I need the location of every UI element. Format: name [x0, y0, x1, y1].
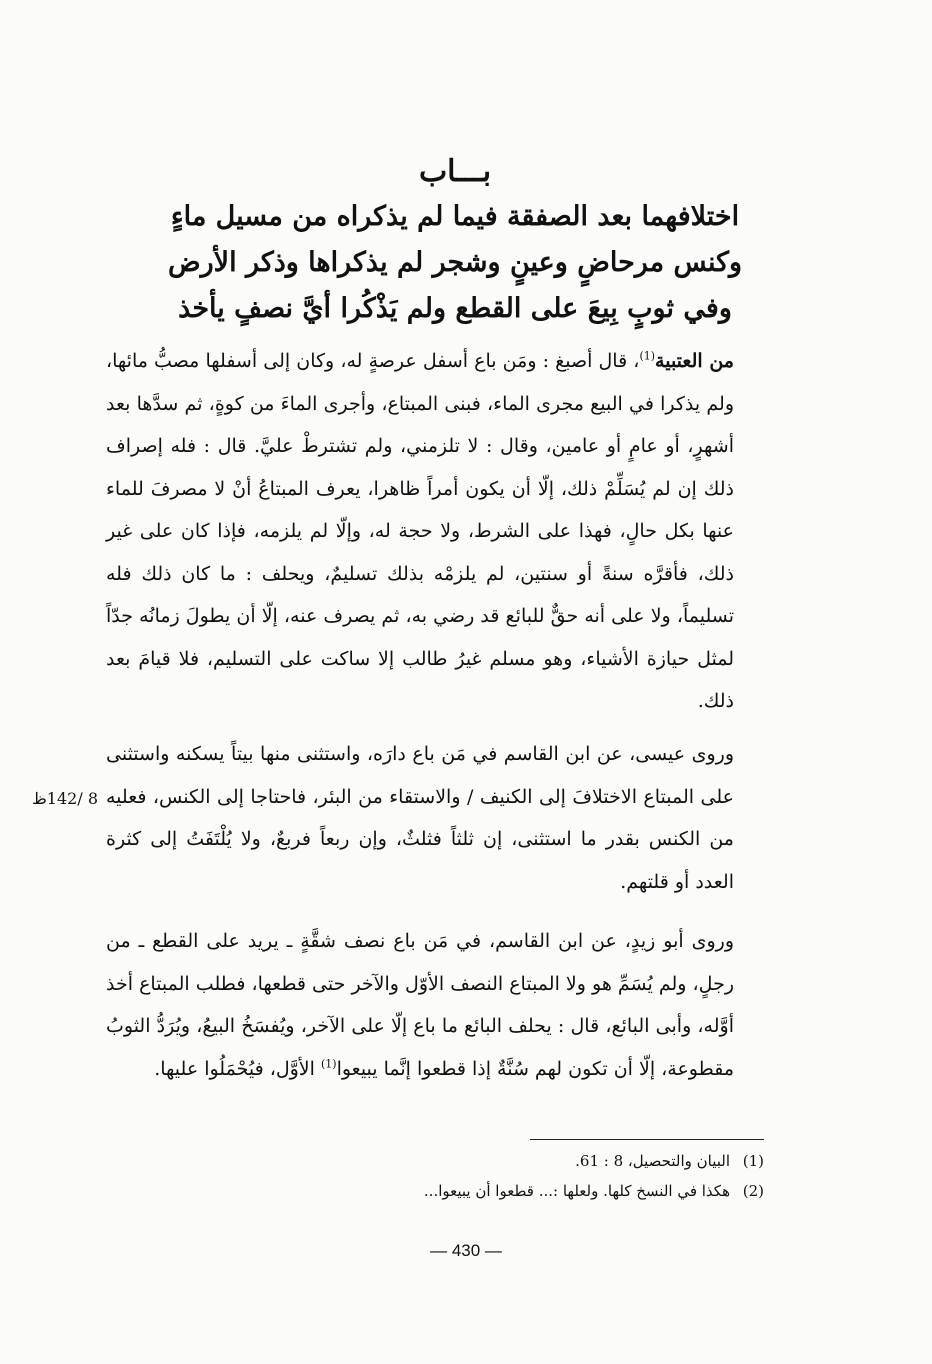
manuscript-folio-marker: 8 /142ظ	[31, 789, 98, 808]
paragraph-text: الأوَّل، فيُحْمَلُوا عليها.	[154, 1057, 321, 1080]
chapter-title-line: اختلافهما بعد الصفقة فيما لم يذكراه من مسيل ماءٍ	[170, 201, 740, 232]
paragraph-lead: من العتبية	[655, 350, 734, 372]
footnote-number: (1)	[742, 1152, 764, 1170]
footnote-ref: (1)	[639, 349, 656, 363]
footnote-number: (2)	[742, 1182, 764, 1200]
footnote-item	[300, 1176, 764, 1206]
paragraph-text: وروى عيسى، عن ابن القاسم في مَن باع دارَه، واستثنى منها بيتاً يسكنه واستثنى على المبتاع الاختلافَ إلى الكنيف / والاستقاء من البئر، فاحتاجا إلى الكنس، فعليه من الكنس بقدر ما استثنى، إن ثلثاً فثلثٌ، وإن ربعاً فربعٌ، ولا يُلْتَفَتُ إلى كثرة العدد أو قلتهم.	[106, 743, 734, 893]
paragraph-1	[106, 340, 734, 723]
chapter-title-line: وكنس مرحاضٍ وعينٍ وشجر لم يذكراها وذكر الأرض	[167, 247, 742, 278]
paragraph-2	[106, 733, 734, 903]
footnotes	[300, 1146, 764, 1206]
paragraph-3	[106, 920, 734, 1090]
footnote-item	[300, 1146, 764, 1176]
chapter-title-line: وفي ثوبٍ بِيعَ على القطع ولم يَذْكُرا أيَّ نصفٍ يأخذ	[178, 293, 732, 324]
footnote-text: هكذا في النسخ كلها. ولعلها :... قطعوا أن يبيعوا...	[423, 1182, 730, 1200]
footnote-text: البيان والتحصيل، 8 : 61.	[575, 1152, 730, 1170]
chapter-label: بـــاب	[418, 154, 492, 189]
chapter-heading	[150, 150, 760, 332]
footnote-ref: (1)	[320, 1057, 337, 1071]
paragraph-text: وروى أبو زيدٍ، عن ابن القاسم، في مَن باع نصف شقَّةٍ ـ يريد على القطع ـ من رجلٍ، ولم يُسَمِّ هو ولا المبتاع النصف الأوّل والآخر حتى قطعها، فطلب المبتاع أخذ أوَّله، وأبى البائع، قال : يحلف البائع ما باع إلّا على الآخر، ويُفسَخُ البيعُ، ويُرَدُّ الثوبُ مقطوعة، إلّا أن تكون لهم سُنَّةٌ إذا قطعوا إنَّما يبيعوا	[106, 930, 734, 1080]
page-number: — 430 —	[430, 1241, 502, 1260]
footnote-divider	[530, 1139, 764, 1140]
paragraph-text: ، قال أصبغ : ومَن باع أسفل عرصةٍ له، وكان إلى أسفلها مصبُّ مائها، ولم يذكرا في البيع مجرى الماء، فبنى المبتاع، وأجرى الماءَ من كوةٍ، ثم سدَّها بعد أشهرٍ، أو عامٍ أو عامين، وقال : لا تلزمني، ولم تشترطْ عليَّ. قال : فله إصراف ذلك إن لم يُسَلِّمْ ذلك، إلّا أن يكون أمراً ظاهرا، يعرف المبتاعُ أنْ لا مصرفَ للماء عنها بكل حالٍ، فهذا على الشرط، ولا حجة له، وإلّا لم يلزمه، فإذا كان على غير ذلك، فأقرَّه سنةً أو سنتين، لم يلزمْه بذلك تسليمٌ، ويحلف : ما كان ذلك فله تسليماً، ولا على أنه حقٌّ للبائع قد رضي به، ثم يصرف عنه، إلّا أن يطولَ زمانُه جدّاً لمثل حيازة الأشياء، وهو مسلم غيرُ طالب إلا ساكت على التسليم، فلا قيامَ بعد ذلك.	[106, 350, 734, 712]
